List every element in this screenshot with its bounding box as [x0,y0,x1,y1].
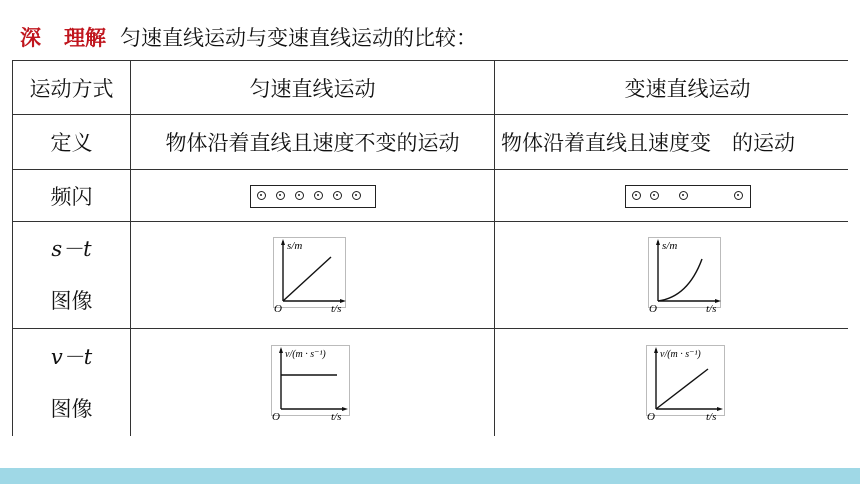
graph-y-arrow [279,347,283,353]
strobe-dot [276,191,285,200]
graph-y-arrow [656,239,660,245]
table-row-definition [13,115,849,170]
strobe-uniform-strip [250,185,376,208]
st-variable-graph [648,237,728,313]
section-heading [20,20,477,54]
st-label-image: 图像 [50,289,93,313]
graph-x-label: t/s [705,410,716,423]
table-row-st-graph [13,222,849,329]
st-uniform-cell [131,222,495,329]
st-variable-cell [495,222,849,329]
graph-frame [273,238,345,308]
graph-y-label: v/(m · s⁻¹) [284,348,326,360]
vt-variable-cell [495,329,849,437]
strobe-dot [632,191,641,200]
header-motion-type: 运动方式 [13,61,131,115]
graph-curve [658,259,702,301]
strobe-dot [679,191,688,200]
vt-variable-graph [646,345,730,421]
bottom-decor-bar [0,468,860,484]
definition-uniform: 物体沿着直线且速度不变的运动 [131,115,495,170]
strobe-variable-strip [625,185,751,208]
table-row-strobe [13,170,849,222]
strobe-uniform-cell [131,170,495,222]
table-row-vt-graph [13,329,849,437]
st-label-symbol: s－t [51,237,92,261]
graph-origin: O [648,303,657,315]
graph-frame [648,238,720,308]
comparison-table [12,60,848,436]
strobe-dot [257,191,266,200]
table-row-header [13,61,849,115]
vt-label-image: 图像 [50,396,93,421]
st-uniform-graph [273,237,353,313]
vt-uniform-graph [271,345,355,421]
graph-x-arrow [342,407,348,411]
vt-label [13,329,131,437]
graph-origin: O [273,303,282,315]
vt-uniform-cell [131,329,495,437]
strobe-variable-cell [495,170,849,222]
graph-x-label: t/s [330,410,341,423]
graph-line [656,369,708,409]
graph-y-arrow [281,239,285,245]
graph-y-label: s/m [286,240,302,252]
heading-tag-deep: 深 [20,25,42,50]
graph-origin: O [646,410,655,423]
strobe-dot [352,191,361,200]
graph-origin: O [271,410,280,423]
graph-line [283,257,331,301]
header-uniform-motion: 匀速直线运动 [131,61,495,115]
strobe-dot [295,191,304,200]
graph-x-label: t/s [330,303,341,315]
graph-x-arrow [717,407,723,411]
strobe-label: 频闪 [13,170,131,222]
graph-y-label: s/m [661,240,677,252]
graph-y-arrow [654,347,658,353]
comparison-table-wrapper [12,60,848,436]
definition-variable: 物体沿着直线且速度变 的运动 [495,115,849,170]
heading-text: 匀速直线运动与变速直线运动的比较： [120,26,477,50]
st-label [13,222,131,329]
graph-x-label: t/s [705,303,716,315]
strobe-dot [650,191,659,200]
strobe-dot [734,191,743,200]
header-variable-motion: 变速直线运动 [495,61,849,115]
definition-label: 定义 [13,115,131,170]
graph-y-label: v/(m · s⁻¹) [659,348,701,360]
strobe-dot [333,191,342,200]
heading-tag-understand: 理解 [64,25,106,50]
strobe-dot [314,191,323,200]
vt-label-symbol: v－t [50,344,93,369]
